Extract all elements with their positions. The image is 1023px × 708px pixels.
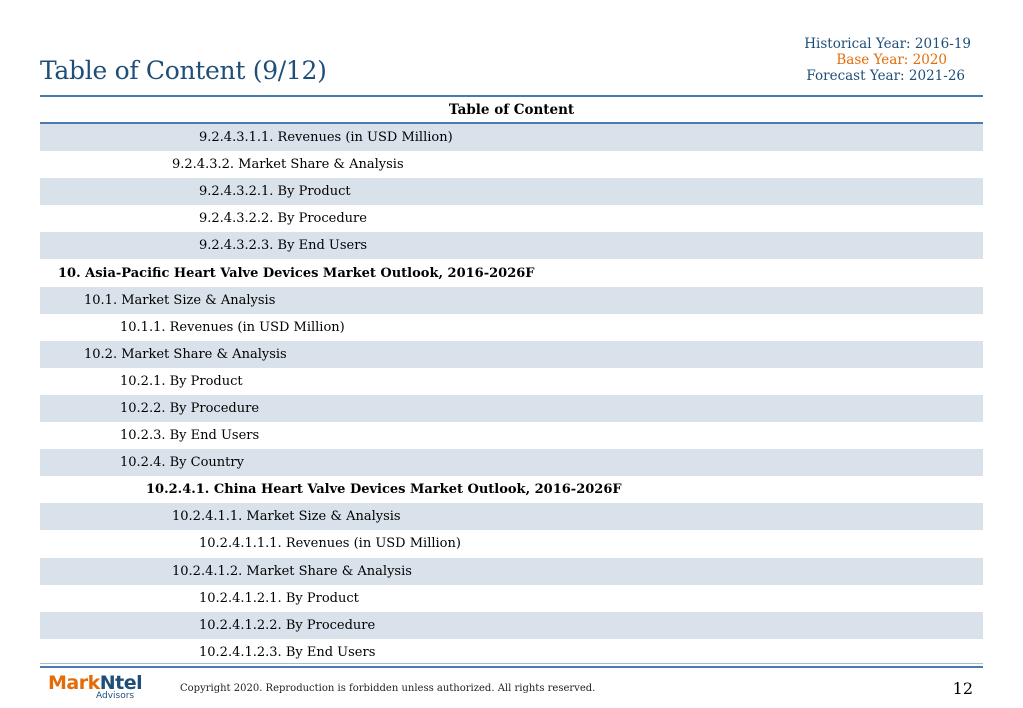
- toc-row: [40, 395, 983, 422]
- toc-row: [40, 178, 983, 205]
- toc-table-heading: Table of Content: [40, 95, 983, 124]
- toc-row: [40, 503, 983, 530]
- marknetl-logo: [48, 672, 142, 701]
- toc-row: [40, 259, 983, 286]
- toc-row: [40, 585, 983, 612]
- toc-row-label: 9.2.4.3.2.2. By Procedure: [199, 211, 367, 227]
- year-info: [804, 36, 971, 84]
- toc-row-label: 10.2.2. By Procedure: [120, 400, 260, 416]
- toc-row-label: 10. Asia-Pacific Heart Valve Devices Market Outlook, 2016-2026F: [58, 265, 535, 281]
- toc-row: [40, 232, 983, 259]
- toc-row: [40, 205, 983, 232]
- base-year: Base Year: 2020: [836, 52, 947, 68]
- toc-row-label: 10.2.4.1.2.3. By End Users: [199, 644, 376, 660]
- toc-row-label: 10.2. Market Share & Analysis: [84, 346, 287, 362]
- toc-row-label: 10.2.4.1.1.1. Revenues (in USD Million): [199, 536, 461, 552]
- toc-row: [40, 639, 983, 666]
- copyright-notice: Copyright 2020. Reproduction is forbidden unless authorized. All rights reserved.: [180, 683, 596, 694]
- toc-row-label: 10.2.1. By Product: [120, 373, 243, 389]
- toc-row-label: 10.2.4.1.2. Market Share & Analysis: [172, 563, 412, 579]
- toc-row: [40, 341, 983, 368]
- logo-subtitle: Advisors: [96, 691, 135, 701]
- toc-row: [40, 287, 983, 314]
- footer-divider: [40, 663, 983, 664]
- toc-row-label: 9.2.4.3.2. Market Share & Analysis: [172, 157, 404, 173]
- toc-rows: [40, 124, 983, 668]
- toc-row: [40, 368, 983, 395]
- logo-text-ntel: Ntel: [99, 672, 143, 694]
- toc-table: [40, 95, 983, 668]
- page-title: Table of Content (9/12): [40, 56, 327, 85]
- toc-row: [40, 449, 983, 476]
- toc-row-label: 10.1. Market Size & Analysis: [84, 292, 276, 308]
- toc-row-label: 10.2.4. By Country: [120, 455, 244, 471]
- toc-row: [40, 476, 983, 503]
- toc-row-label: 9.2.4.3.2.3. By End Users: [199, 238, 368, 254]
- historical-year: Historical Year: 2016-19: [804, 36, 971, 52]
- toc-row: [40, 124, 983, 151]
- toc-row-label: 10.1.1. Revenues (in USD Million): [120, 319, 345, 335]
- toc-row: [40, 314, 983, 341]
- forecast-year: Forecast Year: 2021-26: [806, 68, 965, 84]
- toc-row: [40, 151, 983, 178]
- toc-row-label: 10.2.4.1.1. Market Size & Analysis: [172, 509, 401, 525]
- toc-row: [40, 530, 983, 557]
- toc-row-label: 10.2.3. By End Users: [120, 428, 260, 444]
- logo-text-mark: Mark: [48, 672, 100, 694]
- toc-row: [40, 422, 983, 449]
- toc-row-label: 10.2.4.1. China Heart Valve Devices Market Outlook, 2016-2026F: [146, 482, 622, 498]
- toc-row-label: 9.2.4.3.2.1. By Product: [199, 184, 351, 200]
- toc-row-label: 9.2.4.3.1.1. Revenues (in USD Million): [199, 130, 453, 146]
- toc-row-label: 10.2.4.1.2.2. By Procedure: [199, 617, 376, 633]
- toc-row: [40, 612, 983, 639]
- toc-row-label: 10.2.4.1.2.1. By Product: [199, 590, 359, 606]
- page-number: 12: [952, 679, 973, 698]
- toc-row: [40, 558, 983, 585]
